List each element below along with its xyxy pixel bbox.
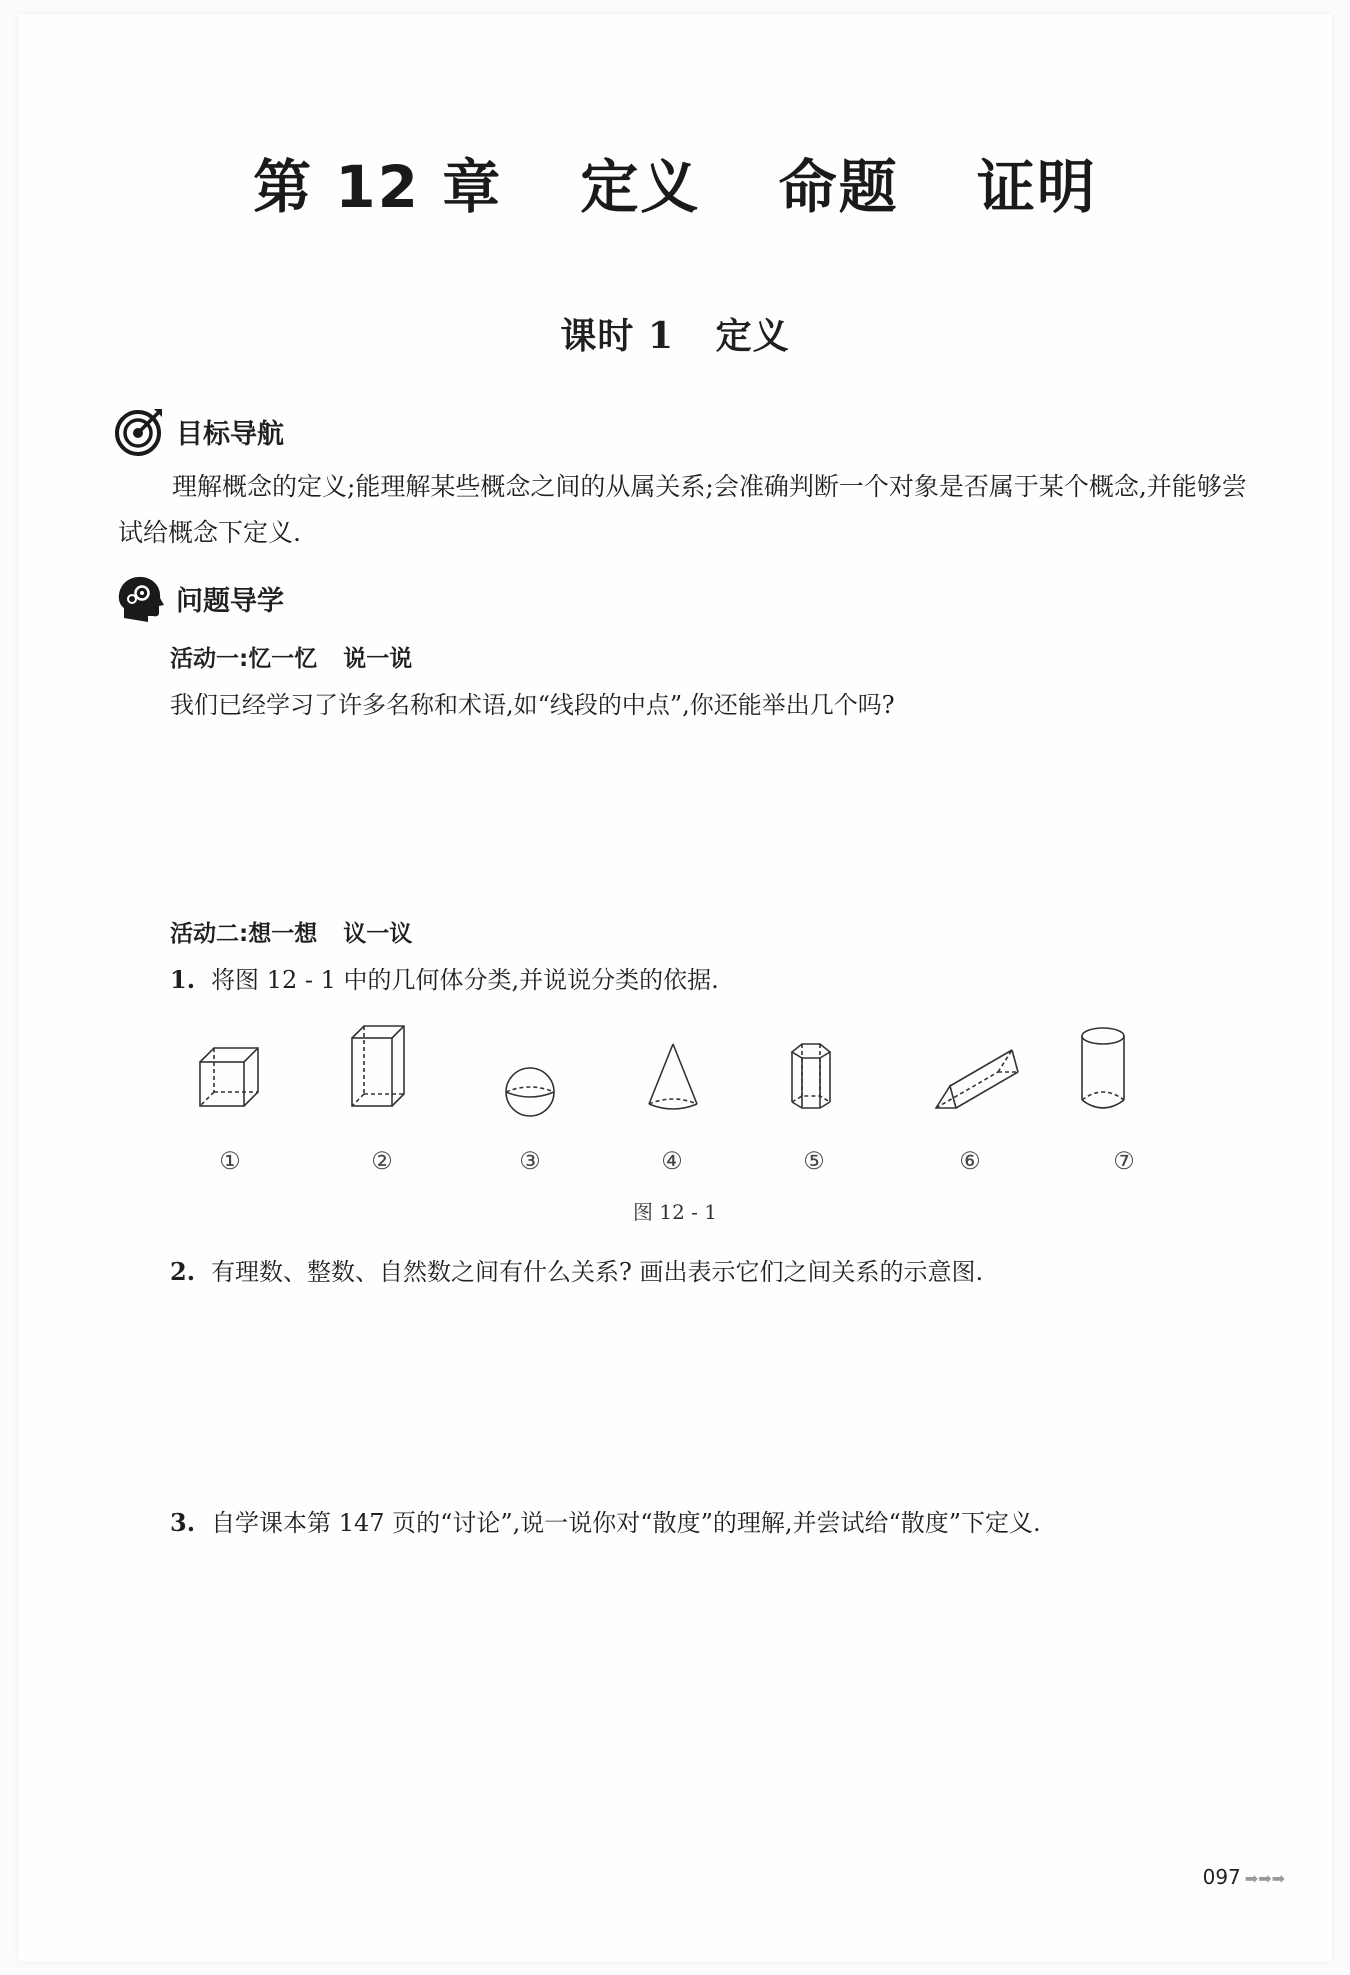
question-3 xyxy=(170,1503,1041,1538)
chapter-part-proposition: 命题 xyxy=(778,153,899,221)
study-heading xyxy=(114,572,284,624)
arrow-right-icon: ➡➡➡ xyxy=(1244,1869,1285,1888)
goals-heading xyxy=(114,405,284,457)
activity-one-subtitle: 说一说 xyxy=(343,646,413,672)
page-number-text: 097 xyxy=(1202,1865,1241,1889)
study-heading-label: 问题导学 xyxy=(176,585,284,617)
goals-heading-label: 目标导航 xyxy=(176,418,284,450)
activity-two-subtitle: 议一议 xyxy=(343,921,413,947)
chapter-part-definition: 定义 xyxy=(580,153,701,221)
activity-one-title: 活动一:忆一忆 xyxy=(170,646,318,672)
activity-two-title: 活动二:想一想 xyxy=(170,921,318,947)
question-1-number: 1. xyxy=(170,965,196,994)
chapter-part-proof: 证明 xyxy=(976,153,1097,221)
lesson-name: 定义 xyxy=(715,315,790,357)
lesson-title xyxy=(0,308,1350,359)
goals-text: 理解概念的定义;能理解某些概念之间的从属关系;会准确判断一个对象是否属于某个概念,并能够尝试给概念下定义. xyxy=(118,472,1247,547)
target-icon xyxy=(114,405,166,457)
hexagonal-prism-shape xyxy=(792,1044,830,1108)
figure-label-5: ⑤ xyxy=(803,1147,825,1175)
question-2 xyxy=(170,1252,983,1287)
question-1 xyxy=(170,960,719,995)
page-number xyxy=(1203,1865,1285,1889)
question-2-number: 2. xyxy=(170,1257,196,1286)
cube-shape xyxy=(200,1048,258,1106)
cone-shape xyxy=(649,1044,697,1109)
triangular-prism-shape xyxy=(936,1050,1018,1108)
activity-one-text: 我们已经学习了许多名称和术语,如“线段的中点”,你还能举出几个吗? xyxy=(170,691,895,719)
figure-label-6: ⑥ xyxy=(959,1147,981,1175)
figure-label-3: ③ xyxy=(519,1147,541,1175)
lesson-number: 课时 1 xyxy=(560,315,675,357)
sphere-shape xyxy=(506,1068,554,1116)
figure-label-4: ④ xyxy=(661,1147,683,1175)
figure-caption: 图 12 - 1 xyxy=(632,1200,717,1224)
question-2-text: 有理数、整数、自然数之间有什么关系? 画出表示它们之间关系的示意图. xyxy=(211,1258,984,1286)
figure-label-7: ⑦ xyxy=(1113,1147,1135,1175)
chapter-number: 第 12 章 xyxy=(253,153,503,221)
question-1-text: 将图 12 - 1 中的几何体分类,并说说分类的依据. xyxy=(211,966,719,994)
figure-label-2: ② xyxy=(371,1147,393,1175)
chapter-title xyxy=(0,140,1350,224)
question-3-number: 3. xyxy=(170,1508,196,1537)
head-gears-icon xyxy=(114,572,166,624)
question-3-text: 自学课本第 147 页的“讨论”,说一说你对“散度”的理解,并尝试给“散度”下定义. xyxy=(211,1509,1041,1537)
cylinder-shape xyxy=(1082,1028,1124,1108)
activity-one-label xyxy=(170,640,412,673)
figure-label-1: ① xyxy=(219,1147,241,1175)
rectangular-prism-shape xyxy=(352,1026,404,1106)
activity-two-label xyxy=(170,915,412,948)
